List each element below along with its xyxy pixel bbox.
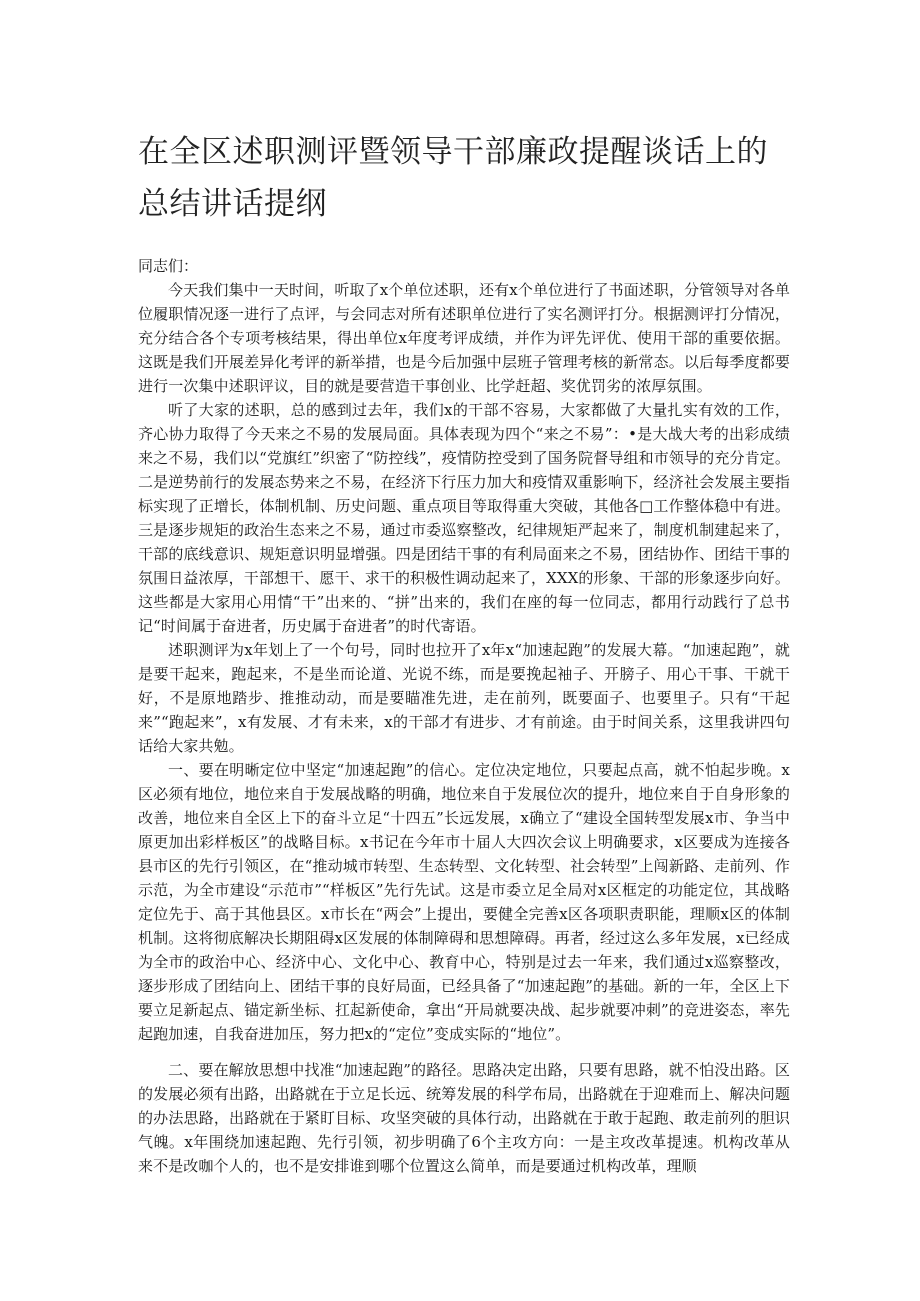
document-page (138, 126, 790, 1178)
salutation: 同志们： (138, 257, 199, 275)
paragraph-4: 一、要在明晰定位中坚定“加速起跑”的信心。定位决定地位，只要起点高，就不怕起步晚。x区必须有地位，地位来自于发展战略的明确，地位来自于发展位次的提升，地位来自于自身形象的改善，地位来自全区上下的奋斗立足“十四五”长远发展，x确立了“建设全国转型发展x市、争当中原更加出彩样板区”的战略目标。x书记在今年市十届人大四次会议上明确要求，x区要成为连接各县市区的先行引领区，在“推动城市转型、生态转型、文化转型、社会转型”上闯新路、走前列、作示范，为全市建设“示范市”“样板区”先行先试。这是市委立足全局对x区框定的功能定位，其战略定位先于、高于其他县区。x市长在“两会”上提出，要健全完善x区各项职责职能，理顺x区的体制机制。这将彻底解决长期阻碍x区发展的体制障碍和思想障碍。再者，经过这么多年发展，x已经成为全市的政治中心、经济中心、文化中心、教育中心，特别是过去一年来，我们通过x巡察整改，逐步形成了团结向上、团结干事的良好局面，已经具备了“加速起跑”的基础。新的一年，全区上下要立足新起点、锚定新坐标、扛起新使命，拿出“开局就要决战、起步就要冲刺”的竞进姿态，率先起跑加速，自我奋进加压，努力把x的“定位”变成实际的“地位”。 (138, 761, 790, 1043)
paragraph-1: 今天我们集中一天时间，听取了x个单位述职，还有x个单位进行了书面述职，分管领导对各单位履职情况逐一进行了点评，与会同志对所有述职单位进行了实名测评打分。根据测评打分情况，充分结合各个专项考核结果，得出单位x年度考评成绩，并作为评先评优、使用干部的重要依据。这既是我们开展差异化考评的新举措，也是今后加强中层班子管理考核的新常态。以后每季度都要进行一次集中述职评议，目的就是要营造干事创业、比学赶超、奖优罚劣的浓厚氛围。 (138, 281, 790, 395)
document-title: 在全区述职测评暨领导干部廉政提醒谈话上的总结讲话提纲 (138, 134, 768, 222)
paragraph-3: 述职测评为x年划上了一个句号，同时也拉开了x年x“加速起跑”的发展大幕。“加速起跑”，就是要干起来，跑起来，不是坐而论道、光说不练，而是要挽起袖子、开膀子、用心干事、干就干好，不是原地踏步、推推动动，而是要瞄准先进，走在前列，既要面子、也要里子。只有“干起来”“跑起来”，x有发展、才有未来，x的干部才有进步、才有前途。由于时间关系，这里我讲四句话给大家共勉。 (138, 641, 790, 755)
paragraph-5: 二、要在解放思想中找准“加速起跑”的路径。思路决定出路，只要有思路，就不怕没出路。区的发展必须有出路，出路就在于立足长远、统筹发展的科学布局，出路就在于迎难而上、解决问题的办法思路，出路就在于紧盯目标、攻坚突破的具体行动，出路就在于敢于起跑、敢走前列的胆识气魄。x年围绕加速起跑、先行引领，初步明确了6个主攻方向：一是主攻改革提速。机构改革从来不是改咖个人的，也不是安排谁到哪个位置这么简单，而是要通过机构改革，理顺 (138, 1061, 790, 1175)
paragraph-2: 听了大家的述职，总的感到过去年，我们x的干部不容易，大家都做了大量扎实有效的工作，齐心协力取得了今天来之不易的发展局面。具体表现为四个“来之不易”：•是大战大考的出彩成绩来之不易，我们以“党旗红”织密了“防控线”，疫情防控受到了国务院督导组和市领导的充分肯定。二是逆势前行的发展态势来之不易，在经济下行压力加大和疫情双重影响下，经济社会发展主要指标实现了正增长，体制机制、历史问题、重点项目等取得重大突破，其他各□工作整体稳中有进。三是逐步规矩的政治生态来之不易，通过市委巡察整改，纪律规矩严起来了，制度机制建起来了，干部的底线意识、规矩意识明显增强。四是团结干事的有利局面来之不易，团结协作、团结干事的氛围日益浓厚，干部想干、愿干、求干的积极性调动起来了，XXX的形象、干部的形象逐步向好。这些都是大家用心用情“干”出来的、“拼”出来的，我们在座的每一位同志，都用行动践行了总书记“时间属于奋进者，历史属于奋进者”的时代寄语。 (138, 401, 790, 635)
